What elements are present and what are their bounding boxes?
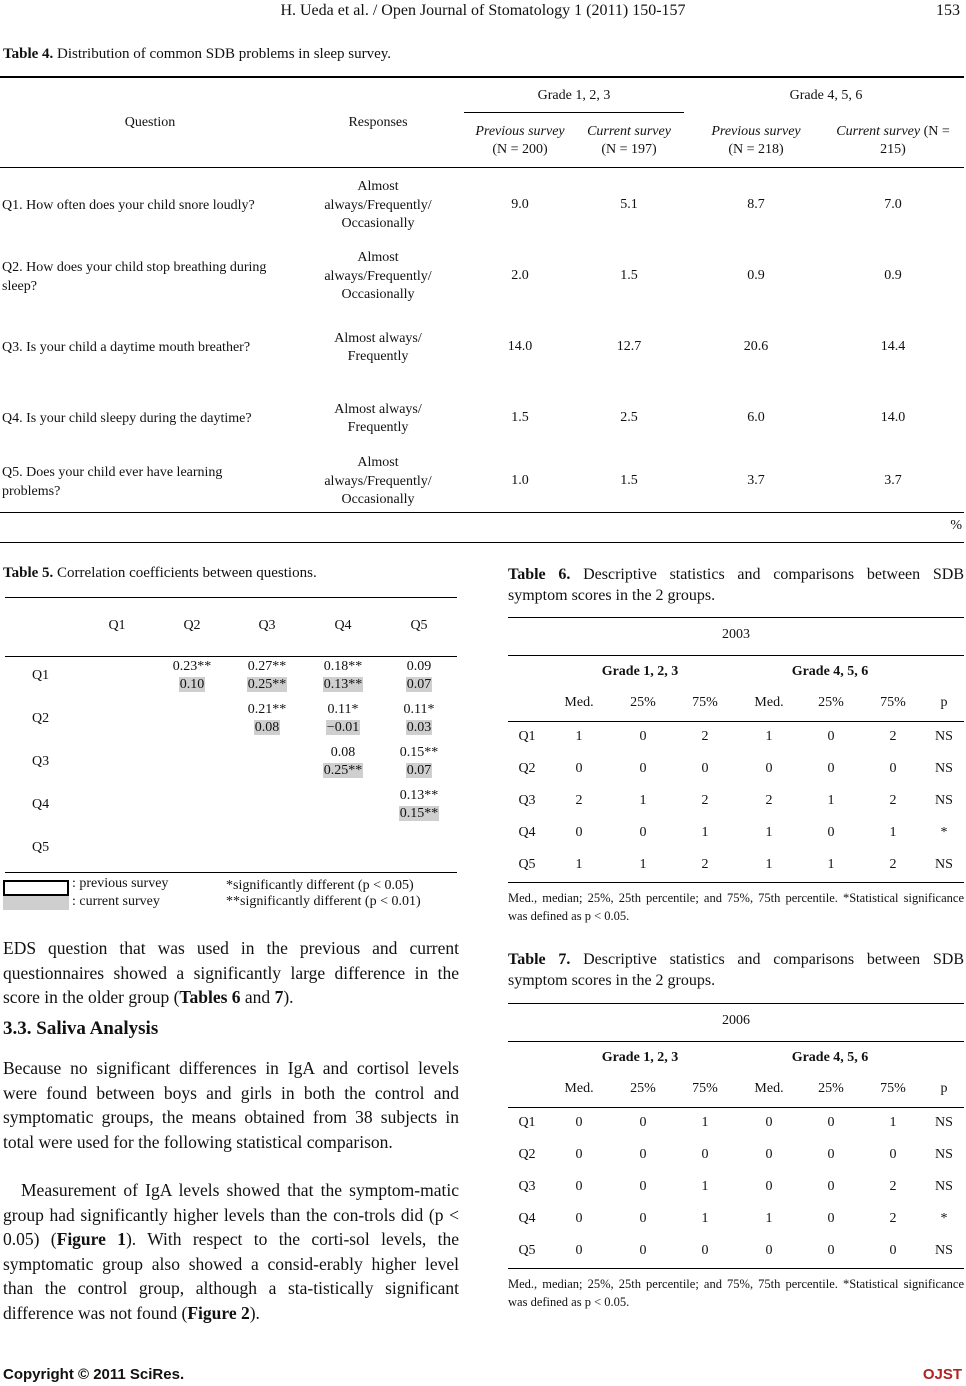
table5-row-label: Q4 [32, 797, 50, 812]
table7-year: 2006 [722, 1013, 750, 1028]
table5-previous-value: 0.11* [403, 702, 435, 717]
table5-previous-value: 0.08 [330, 745, 356, 760]
table4-unit: % [950, 518, 962, 533]
table7-rule [508, 1003, 964, 1004]
table6-cell: 1 [575, 729, 583, 744]
table4-end-rule [0, 542, 964, 543]
table6-cell: Q2 [518, 761, 536, 776]
table4-value: 9.0 [511, 197, 529, 212]
table4-value: 14.4 [880, 339, 906, 354]
table4-response-line: Occasionally [341, 216, 415, 232]
table7-col-header: 75% [692, 1081, 718, 1096]
page-number: 153 [936, 2, 960, 19]
table6-cell: 0 [639, 729, 647, 744]
legend-sig1: *significantly different (p < 0.05) [226, 878, 414, 893]
table4-value: 1.5 [620, 268, 638, 283]
table5-cell [307, 744, 379, 780]
legend-sig2: **significantly different (p < 0.01) [226, 894, 421, 909]
table4-response-line: Frequently [347, 420, 409, 435]
table4-question: Q4. Is your child sleepy during the daytime? [2, 411, 252, 426]
table4-response-line: Almost [357, 179, 399, 195]
table6-cell: * [940, 825, 948, 840]
table5-top-rule [5, 597, 457, 598]
table5-cell [156, 658, 228, 694]
table4-grade-a: Grade 1, 2, 3 [537, 88, 611, 103]
table4-response-line: Occasionally [341, 492, 415, 508]
table6-col-header: p [940, 695, 948, 710]
table4-value: 8.7 [747, 197, 765, 212]
table5-current-value: 0.25** [247, 677, 287, 692]
table4-response-line: Almost [357, 250, 399, 266]
table5-current-value: 0.07 [406, 677, 432, 692]
table6-cell: 0 [575, 825, 583, 840]
table6-col-header: Med. [754, 695, 784, 710]
table5-row-label: Q1 [32, 668, 50, 683]
table6-cell: 1 [827, 857, 835, 872]
table7-cell: NS [935, 1243, 953, 1258]
table4-value: 2.5 [620, 410, 638, 425]
table6-cell: NS [935, 761, 953, 776]
table7-cell: 0 [639, 1179, 647, 1194]
table7-cell: 0 [827, 1211, 835, 1226]
table7-cell: 0 [765, 1115, 773, 1130]
table4-question: Q2. How does your child stop breathing during sleep? [2, 260, 267, 294]
table6-cell: 2 [889, 793, 897, 808]
table4-value: 1.5 [511, 410, 529, 425]
table4-value: 6.0 [747, 410, 765, 425]
table6-cell: Q4 [518, 825, 536, 840]
table6-rule [508, 655, 964, 656]
table5-previous-value: 0.23** [172, 659, 212, 674]
table5-cell [231, 658, 303, 694]
table4-value: 0.9 [884, 268, 902, 283]
table7-cell: NS [935, 1115, 953, 1130]
table5-previous-value: 0.09 [406, 659, 432, 674]
table7-cell: * [940, 1211, 948, 1226]
table6-col-header: 75% [692, 695, 718, 710]
table7-cell: 0 [575, 1211, 583, 1226]
table7-note: Med., median; 25%, 25th percentile; and 75%, 75th percentile. *Statistical significance was defined as p < 0.05. [508, 1277, 964, 1309]
table7-cell: 0 [575, 1243, 583, 1258]
table4-grade-a-rule [464, 112, 684, 113]
table7-rule [508, 1107, 964, 1108]
table5-current-value: 0.10 [179, 677, 205, 692]
table5-caption: Table 5. Correlation coefficients between questions. [3, 565, 317, 581]
table5-previous-value: 0.11* [327, 702, 359, 717]
table6-cell: 0 [765, 761, 773, 776]
table6-cell: 2 [889, 729, 897, 744]
table4-response [310, 401, 446, 438]
table4-value: 5.1 [620, 197, 638, 212]
table6-grade-a: Grade 1, 2, 3 [601, 664, 679, 679]
table4-response-line: always/Frequently/ [324, 473, 432, 489]
table4-value: 1.0 [511, 473, 529, 488]
table7-cell: NS [935, 1147, 953, 1162]
table7-cell: 0 [827, 1115, 835, 1130]
table5-previous-value: 0.18** [323, 659, 363, 674]
table6-cell: 0 [575, 761, 583, 776]
table6-rule [508, 882, 964, 883]
table7-cell: 1 [765, 1211, 773, 1226]
table7-cell: Q1 [518, 1115, 536, 1130]
paragraph-saliva: Because no significant differences in IgA and cortisol levels were found between boys and girls in both the control and symptomatic groups, the means obtained from 38 subjects in total were used for the following statistical comparison. [3, 1058, 459, 1152]
table6-col-header: Med. [564, 695, 594, 710]
footer-copyright: Copyright © 2011 SciRes. [3, 1366, 185, 1383]
table4-col-curr-b: Current survey (N = 215) [836, 124, 950, 157]
legend-current-label: : current survey [72, 894, 160, 909]
table5-previous-value: 0.21** [247, 702, 287, 717]
table4-question: Q3. Is your child a daytime mouth breather? [2, 340, 251, 355]
table6-year: 2003 [722, 627, 750, 642]
table4-top-rule [0, 76, 964, 78]
table5-cell [307, 701, 379, 737]
table5-current-value: 0.07 [406, 763, 432, 778]
table6-cell: 1 [765, 857, 773, 872]
table4-response [310, 178, 446, 234]
table7-cell: 0 [575, 1147, 583, 1162]
table4-value: 7.0 [884, 197, 902, 212]
table6-cell: 2 [701, 857, 709, 872]
table6-note: Med., median; 25%, 25th percentile; and 75%, 75th percentile. *Statistical significance was defined as p < 0.05. [508, 891, 964, 923]
table4-response-line: always/Frequently/ [324, 197, 432, 213]
running-header: H. Ueda et al. / Open Journal of Stomatology 1 (2011) 150-157 [280, 2, 686, 19]
table5-current-value: 0.15** [399, 806, 439, 821]
table4-response-line: Frequently [347, 349, 409, 364]
table5-row-label: Q3 [32, 754, 50, 769]
paragraph-iga: Measurement of IgA levels showed that the symptom-matic group had significantly higher levels than the con-trols did (p < 0.05) (Figure 1). With respect to the corti-sol levels, the symptomatic group also showed a consid-erably higher level than the control group, although a sta-tistically significant difference was not found (Figure 2). [3, 1180, 459, 1323]
table6-cell: 0 [827, 761, 835, 776]
table4-value: 3.7 [884, 473, 902, 488]
table5-cell [383, 701, 455, 737]
table5-previous-value: 0.13** [399, 788, 439, 803]
table6-col-header: 25% [818, 695, 844, 710]
table6-cell: 1 [765, 729, 773, 744]
table5-current-value: 0.25** [323, 763, 363, 778]
table6-cell: 2 [701, 793, 709, 808]
table6-cell: 0 [701, 761, 709, 776]
table7-cell: 1 [701, 1211, 709, 1226]
table7-col-header: Med. [564, 1081, 594, 1096]
table6-cell: Q3 [518, 793, 536, 808]
table6-cell: 1 [639, 793, 647, 808]
table4-value: 1.5 [620, 473, 638, 488]
table6-caption: Table 6. Descriptive statistics and comparisons between SDB symptom scores in the 2 groups. [508, 566, 964, 604]
table7-cell: Q4 [518, 1211, 536, 1226]
table5-col-header: Q3 [258, 618, 276, 633]
table7-cell: 1 [701, 1179, 709, 1194]
table4-response [310, 454, 446, 510]
table4-question: Q5. Does your child ever have learning problems? [2, 465, 223, 499]
footer-journal: OJST [922, 1366, 962, 1383]
table6-cell: 0 [827, 825, 835, 840]
table7-grade-a: Grade 1, 2, 3 [601, 1050, 679, 1065]
table6-cell: NS [935, 793, 953, 808]
table7-cell: Q5 [518, 1243, 536, 1258]
table5-cell [383, 787, 455, 823]
table7-col-header: p [940, 1081, 948, 1096]
table6-cell: 0 [639, 825, 647, 840]
table7-cell: 0 [639, 1147, 647, 1162]
table4-col-prev-b: Previous survey (N = 218) [711, 124, 801, 157]
table4-value: 14.0 [880, 410, 906, 425]
table5-cell [383, 658, 455, 694]
table7-cell: 0 [889, 1147, 897, 1162]
table4-value: 20.6 [743, 339, 769, 354]
table4-response-line: Almost always/ [334, 330, 422, 346]
table7-rule [508, 1041, 964, 1042]
table5-header-rule [5, 656, 457, 657]
table4-question: Q1. How often does your child snore loudly? [2, 198, 255, 213]
table7-col-header: 25% [630, 1081, 656, 1096]
table7-col-header: 25% [818, 1081, 844, 1096]
table7-cell: NS [935, 1179, 953, 1194]
table7-cell: 0 [575, 1179, 583, 1194]
table6-cell: 2 [701, 729, 709, 744]
table4-response-line: Almost [357, 455, 399, 471]
table5-bottom-rule [5, 872, 457, 873]
table7-col-header: 75% [880, 1081, 906, 1096]
table4-col-question: Question [124, 115, 176, 130]
table5-col-header: Q2 [183, 618, 201, 633]
table7-cell: 0 [765, 1147, 773, 1162]
table7-cell: 2 [889, 1211, 897, 1226]
table6-cell: 1 [889, 825, 897, 840]
table6-cell: NS [935, 857, 953, 872]
table4-bottom-rule [0, 512, 964, 513]
section-heading: 3.3. Saliva Analysis [3, 1018, 159, 1039]
table6-cell: 1 [765, 825, 773, 840]
table4-response-line: always/Frequently/ [324, 268, 432, 284]
table4-value: 2.0 [511, 268, 529, 283]
table7-cell: 0 [889, 1243, 897, 1258]
table6-cell: Q1 [518, 729, 536, 744]
paragraph-eds: EDS question that was used in the previous and current questionnaires showed a significantly large difference in the score in the older group (Tables 6 and 7). [3, 938, 459, 1007]
table6-cell: 2 [889, 857, 897, 872]
table6-cell: 2 [765, 793, 773, 808]
table7-cell: 0 [827, 1147, 835, 1162]
table4-col-responses: Responses [348, 115, 408, 130]
table6-cell: 0 [639, 761, 647, 776]
table4-value: 14.0 [507, 339, 533, 354]
table7-col-header: Med. [754, 1081, 784, 1096]
table4-header-rule [0, 167, 964, 168]
table6-cell: 1 [827, 793, 835, 808]
table6-cell: 0 [827, 729, 835, 744]
table6-cell: 0 [889, 761, 897, 776]
table6-rule [508, 721, 964, 722]
table7-cell: 2 [889, 1179, 897, 1194]
table5-current-value: 0.13** [323, 677, 363, 692]
table6-cell: 1 [701, 825, 709, 840]
table6-cell: NS [935, 729, 953, 744]
table4-value: 3.7 [747, 473, 765, 488]
table5-current-value: 0.08 [254, 720, 280, 735]
table5-col-header: Q4 [334, 618, 352, 633]
table6-cell: 2 [575, 793, 583, 808]
table5-cell [307, 658, 379, 694]
table7-cell: 0 [827, 1243, 835, 1258]
legend-previous-label: : previous survey [72, 876, 169, 891]
table6-cell: Q5 [518, 857, 536, 872]
table7-cell: 1 [889, 1115, 897, 1130]
table5-cell [231, 701, 303, 737]
table7-cell: 0 [765, 1243, 773, 1258]
legend-previous-swatch [3, 880, 69, 896]
table4-col-prev-a: Previous survey (N = 200) [475, 124, 565, 157]
table7-cell: 0 [765, 1179, 773, 1194]
table7-cell: Q2 [518, 1147, 536, 1162]
table4-value: 12.7 [616, 339, 642, 354]
table7-cell: 0 [701, 1147, 709, 1162]
table5-current-value: 0.03 [406, 720, 432, 735]
table7-cell: 0 [575, 1115, 583, 1130]
table4-response [310, 330, 446, 367]
table5-col-header: Q5 [410, 618, 428, 633]
table7-cell: 0 [827, 1179, 835, 1194]
table4-response-line: Occasionally [341, 287, 415, 303]
table4-caption: Table 4. Distribution of common SDB problems in sleep survey. [3, 46, 392, 62]
table5-current-value: −0.01 [326, 720, 360, 735]
table4-response [310, 249, 446, 305]
legend-current-swatch [3, 896, 69, 910]
table7-cell: 1 [701, 1115, 709, 1130]
table6-rule [508, 617, 964, 618]
table7-cell: 0 [639, 1211, 647, 1226]
table5-previous-value: 0.15** [399, 745, 439, 760]
table7-cell: 0 [701, 1243, 709, 1258]
table6-grade-b: Grade 4, 5, 6 [791, 664, 869, 679]
table6-cell: 1 [639, 857, 647, 872]
table5-row-label: Q5 [32, 840, 50, 855]
table5-col-header: Q1 [108, 618, 126, 633]
table7-cell: 0 [639, 1243, 647, 1258]
table6-col-header: 75% [880, 695, 906, 710]
table6-col-header: 25% [630, 695, 656, 710]
table7-cell: Q3 [518, 1179, 536, 1194]
table7-rule [508, 1268, 964, 1269]
table4-response-line: Almost always/ [334, 401, 422, 417]
table7-cell: 0 [639, 1115, 647, 1130]
table5-row-label: Q2 [32, 711, 50, 726]
table4-grade-b: Grade 4, 5, 6 [789, 88, 863, 103]
table5-previous-value: 0.27** [247, 659, 287, 674]
table7-grade-b: Grade 4, 5, 6 [791, 1050, 869, 1065]
table5-cell [383, 744, 455, 780]
table4-col-curr-a: Current survey (N = 197) [587, 124, 671, 157]
table6-cell: 1 [575, 857, 583, 872]
table4-value: 0.9 [747, 268, 765, 283]
table7-caption: Table 7. Descriptive statistics and comparisons between SDB symptom scores in the 2 groups. [508, 951, 964, 989]
